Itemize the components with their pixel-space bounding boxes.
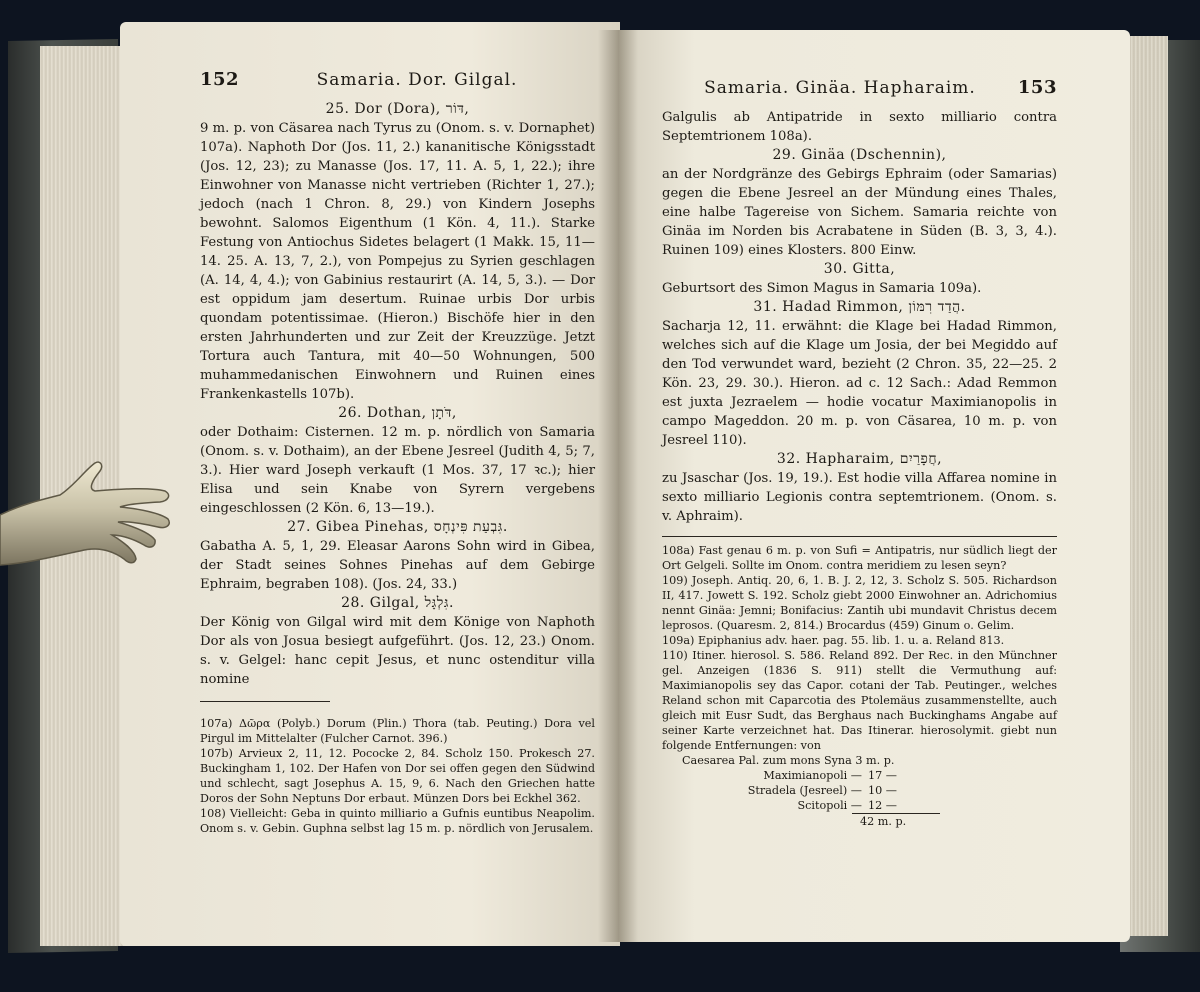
right-footnotes xyxy=(662,543,1057,753)
page-edges-right xyxy=(1128,36,1168,936)
footnote: 108a) Fast genau 6 m. p. von Sufi = Antipatris, nur südlich liegt der Ort Gelgeli. Sollte im Onom. contra meridiem zu lesen seyn? xyxy=(662,544,1057,572)
section-text: an der Nordgränze des Gebirgs Ephraim (oder Samarias) gegen die Ebene Jesreel an der Mündung eines Thales, eine halbe Tagereise von Sichem. Samaria reichte von Ginäa im Norden bis Acrabatene in Süden (B. 3, 3, 4.). Ruinen 109) eines Klosters. 800 Einw. xyxy=(662,167,1057,258)
section-text: Geburtsort des Simon Magus in Samaria 109a). xyxy=(662,281,982,296)
continuation-text: Galgulis ab Antipatride in sexto milliario contra Septemtrionem 108a). xyxy=(662,110,1057,144)
footnote: 109a) Epiphanius adv. haer. pag. 55. lib. 1. u. a. Reland 813. xyxy=(662,634,1005,647)
footnote: 109) Joseph. Antiq. 20, 6, 1. B. J. 2, 12, 3. Scholz S. 505. Richardson II, 417. Jowett S. 192. Scholz giebt 2000 Einwohner an. Adrichomius nennt Ginäa: Jemni; Bonifacius: Zantih ubi mundavit Christus decem leprosos. (Quaresm. 2, 814.) Brocardus (459) Ginum o. Gelim. xyxy=(662,574,1057,632)
distance-place: Scitopoli — xyxy=(797,799,862,812)
section-text: oder Dothaim: Cisternen. 12 m. p. nördlich von Samaria (Onom. s. v. Dothaim), an der Ebene Jesreel (Judith 4, 5; 7, 3.). Hier ward Joseph verkauft (1 Mos. 37, 17 ꝛc.); hier Elisa und sein Knabe von Syrern vergebens eingeschlossen (2 Kön. 6, 13—19.). xyxy=(200,425,595,516)
section-text: Gabatha A. 5, 1, 29. Eleasar Aarons Sohn wird in Gibea, der Stadt seines Sohnes Pinehas auf dem Gebirge Ephraim, begraben 108). (Jos. 24, 33.) xyxy=(200,539,595,592)
footnote-rule xyxy=(662,536,1057,537)
left-footnotes xyxy=(200,716,595,836)
footnote-rule xyxy=(200,701,330,702)
distance-table xyxy=(662,753,1057,829)
section-heading: 25. Dor (Dora), דּוֹר, xyxy=(325,101,470,117)
distance-table-header: Caesarea Pal. zum mons Syna 3 m. p. xyxy=(682,754,895,767)
section-heading: 27. Gibea Pinehas, גִּבְעַת פִּינְחָס. xyxy=(287,519,508,535)
distance-row xyxy=(662,783,1057,798)
book-gutter xyxy=(598,30,638,942)
left-running-head xyxy=(200,70,595,90)
footnote: 110) Itiner. hierosol. S. 586. Reland 892. Der Rec. in den Münchner gel. Anzeigen (1836 S. 911) stellt die Vermuthung auf: Maximianopolis sey das Capor. cotani der Tab. Peutinger., welches Reland schon mit Caparcotia des Ptolemäus zusammenstellte, auch gleich mit Eusr Sudt, das Berghaus nach Buckinghams Angabe auf seiner Karte verzeichnet hat. Das Itinerar. hierosolymit. giebt nun folgende Entfernungen: von xyxy=(662,649,1057,752)
distance-place: Stradela (Jesreel) — xyxy=(747,784,862,797)
right-page-text xyxy=(662,78,1057,829)
distance-row xyxy=(662,768,1057,783)
distance-value: 10 — xyxy=(868,784,897,797)
distance-row xyxy=(662,798,1057,813)
brass-hand-page-holder-icon xyxy=(0,455,180,605)
right-running-title: Samaria. Ginäa. Hapharaim. xyxy=(704,78,976,98)
section-text: Der König von Gilgal wird mit dem Könige von Naphoth Dor als von Josua besiegt aufgeführt. (Jos. 12, 23.) Onom. s. v. Gelgel: hanc cepit Jesus, et nunc ostenditur villa nomine xyxy=(200,615,595,687)
section-heading: 29. Ginäa (Dschennin), xyxy=(772,147,947,163)
section-text: 9 m. p. von Cäsarea nach Tyrus zu (Onom. s. v. Dornaphet) 107a). Naphoth Dor (Jos. 11, 2.) kananitische Königsstadt (Jos. 12, 23); zu Manasse (Jos. 17, 11. A. 5, 1, 22.); ihre Einwohner von Manasse nicht vertrieben (Richter 1, 27.); jedoch (nach 1 Chron. 8, 29.) von Kindern Josephs bewohnt. Salomos Eigenthum (1 Kön. 4, 11.). Starke Festung von Antiochus Sidetes belagert (1 Makk. 15, 11—14. 25. A. 13, 7, 2.), von Pompejus zu Syrien geschlagen (A. 14, 4, 4.); von Gabinius restaurirt (A. 14, 5, 3.). — Dor est oppidum jam desertum. Ruinae urbis Dor urbis quondam potentissimae. (Hieron.) Bischöfe hier in den ersten Jahrhunderten und zur Zeit der Kreuzzüge. Jetzt Tortura auch Tantura, mit 40—50 Wohnungen, 500 muhammedanischen Einwohnern und Ruinen eines Frankenkastells 107b). xyxy=(200,121,595,402)
left-page-number: 152 xyxy=(200,69,240,90)
section-heading: 32. Hapharaim, חֲפָרַיִם, xyxy=(776,451,943,467)
left-running-title: Samaria. Dor. Gilgal. xyxy=(316,70,518,90)
distance-value: 17 — xyxy=(868,769,897,782)
section-text: zu Jsaschar (Jos. 19, 19.). Est hodie villa Affarea nomine in sexto milliario Legionis contra septemtrionem. (Onom. s. v. Aphraim). xyxy=(662,471,1057,524)
right-page-number: 153 xyxy=(1017,77,1057,98)
distance-total: 42 m. p. xyxy=(852,813,940,829)
right-running-head xyxy=(662,78,1057,98)
left-page-text xyxy=(200,70,595,836)
footnote: 107b) Arvieux 2, 11, 12. Pococke 2, 84. Scholz 150. Prokesch 27. Buckingham 1, 102. Der Hafen von Dor sei offen gegen den Südwind und schlecht, sagt Josephus A. 15, 9, 6. Nach den Griechen hatte Doros der Sohn Neptuns Dor erbaut. Münzen Dors bei Eckhel 362. xyxy=(200,747,595,805)
footnote: 108) Vielleicht: Geba in quinto milliario a Gufnis euntibus Neapolim. Onom s. v. Gebin. Guphna selbst lag 15 m. p. nördlich von Jerusalem. xyxy=(200,807,595,835)
section-text: Sacharja 12, 11. erwähnt: die Klage bei Hadad Rimmon, welches sich auf die Klage um Josia, der bei Megiddo auf den Tod verwundet ward, bezieht (2 Chron. 35, 22—25. 2 Kön. 23, 29. 30.). Hieron. ad c. 12 Sach.: Adad Remmon est juxta Jezraelem — hodie vocatur Maximianopolis in campo Mageddon. 20 m. p. von Cäsarea, 10 m. p. von Jesreel 110). xyxy=(662,319,1057,448)
distance-value: 12 — xyxy=(868,799,897,812)
distance-place: Maximianopoli — xyxy=(763,769,862,782)
section-heading: 28. Gilgal, גִּלְגָּל. xyxy=(341,595,454,611)
section-heading: 26. Dothan, דֹּתָן, xyxy=(338,405,457,421)
footnote: 107a) Δῶρα (Polyb.) Dorum (Plin.) Thora (tab. Peuting.) Dora vel Pirgul im Mittelalter (Fulcher Carnot. 396.) xyxy=(200,717,595,745)
section-heading: 30. Gitta, xyxy=(823,261,896,277)
section-heading: 31. Hadad Rimmon, הֲדַד רִמּוֹן. xyxy=(753,299,966,315)
